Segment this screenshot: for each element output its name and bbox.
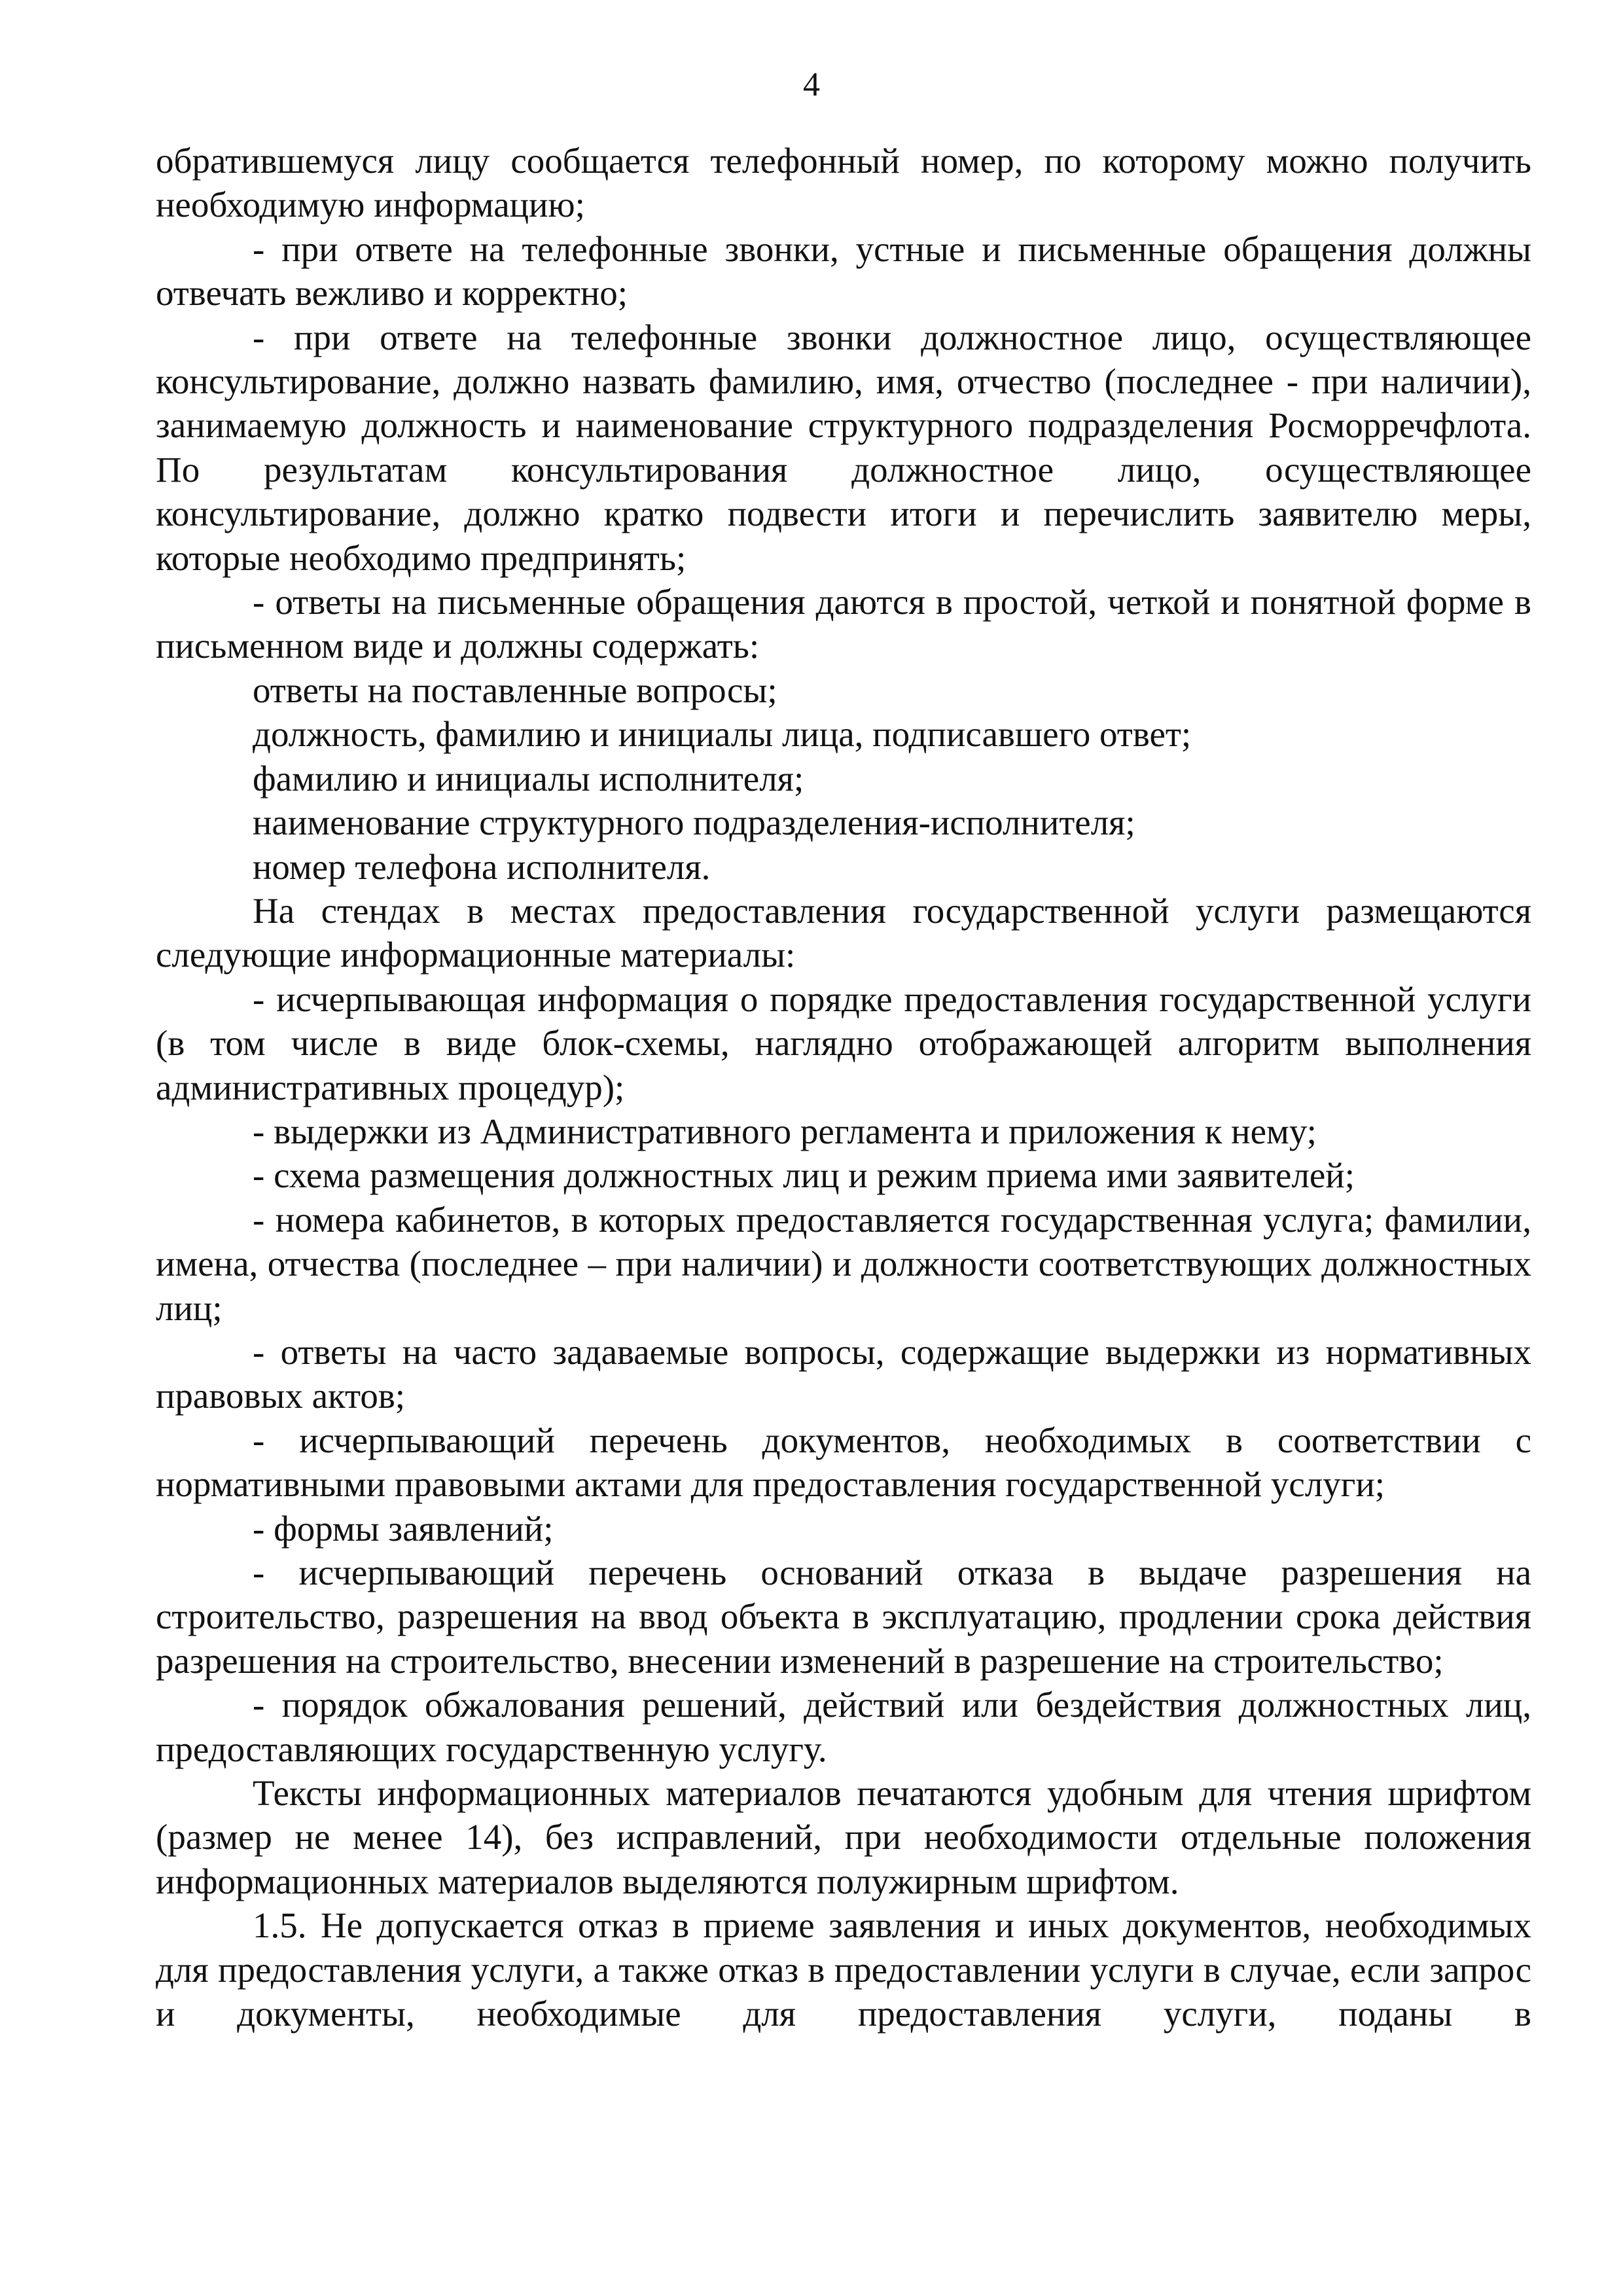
paragraph: На стендах в местах предоставления государственной услуги размещаются следующие информационные материалы:	[156, 890, 1531, 975]
paragraph: 1.5. Не допускается отказ в приеме заявления и иных документов, необходимых для предоставления услуги, а также отказ в предоставлении услуги в случае, если запрос и документы, необходимые для предоставления услуги, поданы в	[156, 1905, 1531, 2034]
page-number: 4	[803, 66, 820, 103]
paragraph: - порядок обжалования решений, действий или бездействия должностных лиц, предоставляющих государственную услугу.	[156, 1685, 1531, 1769]
list-item: фамилию и инициалы исполнителя;	[253, 758, 804, 798]
paragraph: - ответы на часто задаваемые вопросы, содержащие выдержки из нормативных правовых актов;	[156, 1331, 1531, 1416]
list-item: ответы на поставленные вопросы;	[253, 670, 777, 710]
paragraph: Тексты информационных материалов печатаются удобным для чтения шрифтом (размер не менее 14), без исправлений, при необходимости отдельные положения информационных материалов выделяются полужирным шрифтом.	[156, 1773, 1531, 1901]
paragraph: обратившемуся лицу сообщается телефонный номер, по которому можно получить необходимую информацию;	[156, 141, 1531, 225]
paragraph: - исчерпывающий перечень документов, необходимых в соответствии с нормативными правовыми актами для предоставления государственной услуги;	[156, 1420, 1531, 1505]
document-body	[156, 139, 1531, 2036]
paragraph: - исчерпывающая информация о порядке предоставления государственной услуги (в том числе в виде блок-схемы, наглядно отображающей алгоритм выполнения административных процедур);	[156, 978, 1531, 1107]
paragraph: - выдержки из Административного регламента и приложения к нему;	[253, 1111, 1317, 1151]
paragraph: - ответы на письменные обращения даются в простой, четкой и понятной форме в письменном виде и должны содержать:	[156, 582, 1531, 666]
list-item: должность, фамилию и инициалы лица, подписавшего ответ;	[253, 714, 1192, 755]
paragraph: - номера кабинетов, в которых предоставляется государственная услуга; фамилии, имена, отчества (последнее – при наличии) и должности соответствующих должностных лиц;	[156, 1199, 1531, 1328]
list-item: номер телефона исполнителя.	[253, 846, 711, 887]
paragraph: - формы заявлений;	[253, 1508, 554, 1549]
list-item: наименование структурного подразделения-исполнителя;	[253, 802, 1135, 843]
paragraph: - при ответе на телефонные звонки должностное лицо, осуществляющее консультирование, должно назвать фамилию, имя, отчество (последнее - при наличии), занимаемую должность и наименование структурного подразделения Росморречфлота. По результатам консультирования должностное лицо, осуществляющее консультирование, должно кратко подвести итоги и перечислить заявителю меры, которые необходимо предпринять;	[156, 317, 1531, 578]
paragraph: - схема размещения должностных лиц и режим приема ими заявителей;	[253, 1155, 1355, 1196]
paragraph: - исчерпывающий перечень оснований отказа в выдаче разрешения на строительство, разрешения на ввод объекта в эксплуатацию, продлении срока действия разрешения на строительство, внесении изменений в разрешение на строительство;	[156, 1552, 1531, 1681]
paragraph: - при ответе на телефонные звонки, устные и письменные обращения должны отвечать вежливо и корректно;	[156, 228, 1531, 314]
